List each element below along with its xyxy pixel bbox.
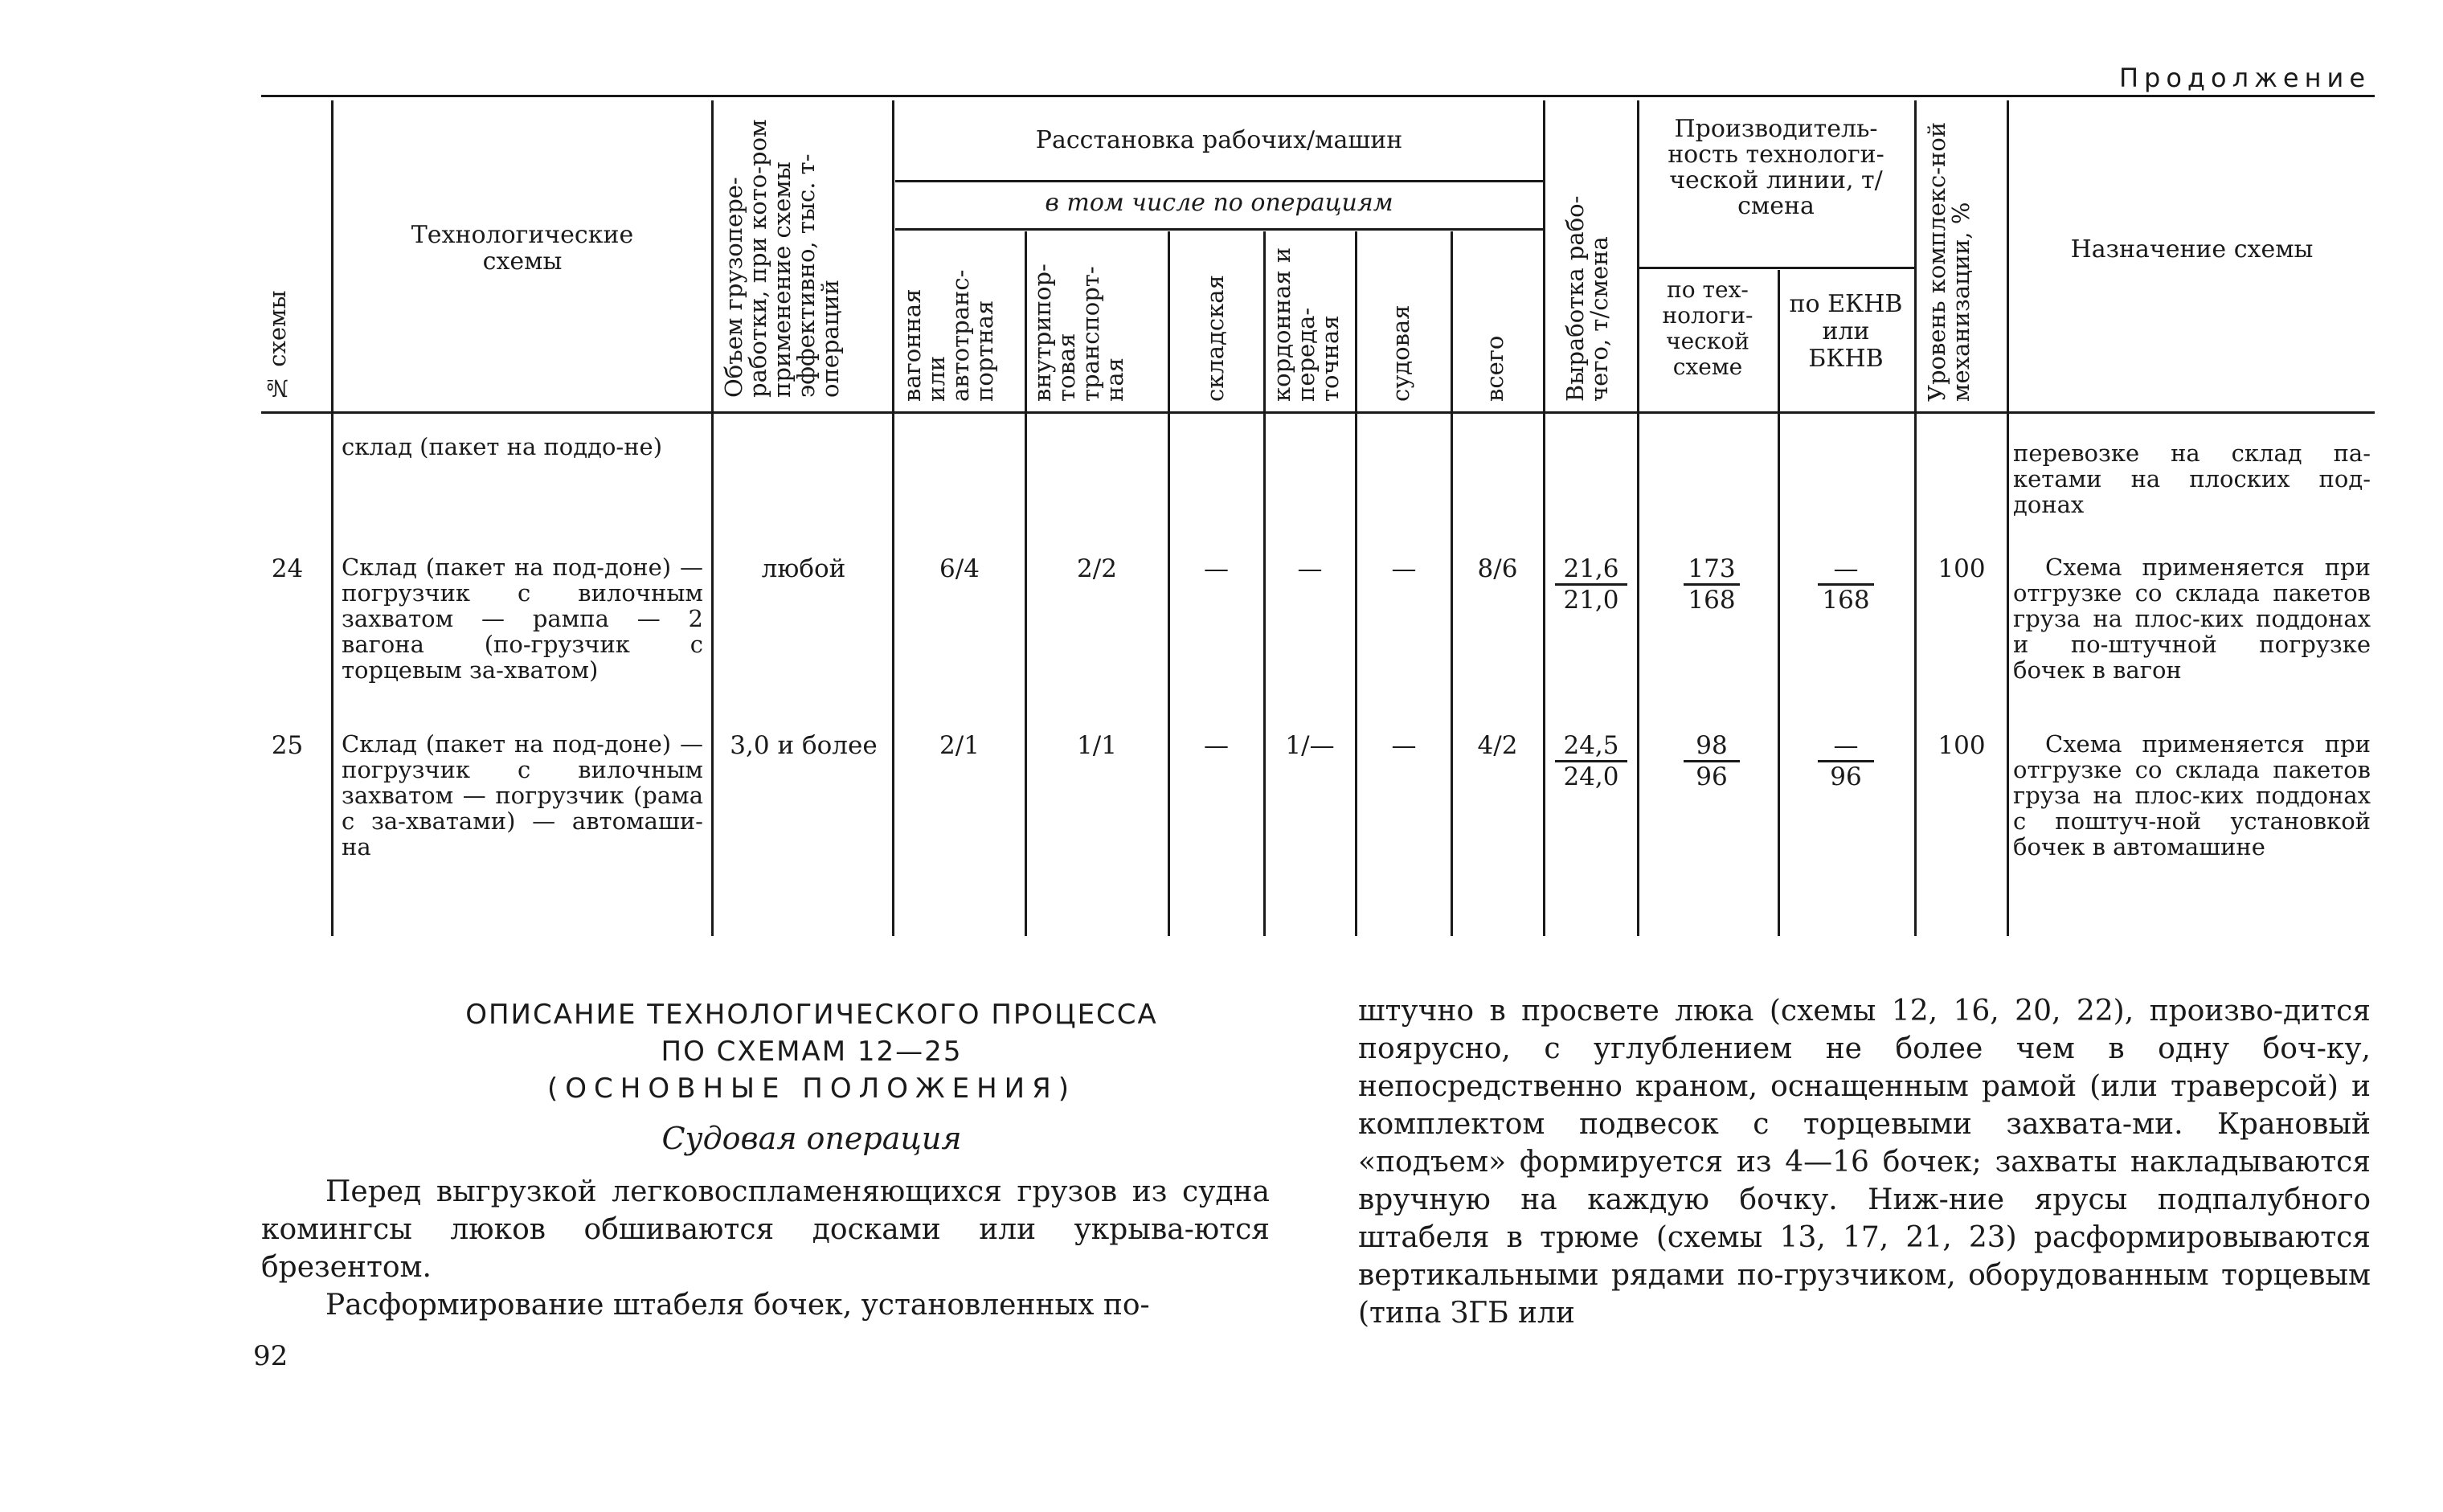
col-rule-4 [1025, 231, 1027, 936]
section-title-line-2: ПО СХЕМАМ 12—25 [661, 1036, 963, 1068]
table-row-24-eknv-top: — [1818, 554, 1874, 586]
table-row-25-volume: 3,0 и более [730, 731, 878, 760]
paragraph-right: штучно в просвете люка (схемы 12, 16, 20, 22), произво-дится поярусно, с углублением не более чем в одну боч-ку, непосредственно краном, оснащенным рамой (или траверсой) и комплектом подвесок с торцевыми захвата-ми. Крановый «подъем» формируется из 4—16 бочек; захваты накладываются вручную на каждую бочку. Ниж-ние ярусы подпалубного штабеля в трюме (схемы 13, 17, 21, 23) расформировываются вертикальными рядами по-грузчиком, оборудованным торцевым (типа ЗГБ или [1358, 995, 2371, 1330]
table-row-24-scheme: Склад (пакет на под-доне) — погрузчик с вилочным захватом — рампа — 2 вагона (по-грузчик с торцевым за-хватом) [342, 554, 703, 684]
table-row-25-mechanization: 100 [1938, 731, 1986, 760]
col-rule-1 [331, 100, 334, 936]
col-rule-9 [1543, 100, 1545, 936]
header-op-warehouse: складская [1201, 275, 1229, 402]
right-column-text [1358, 992, 2371, 1332]
table-row-25-scheme: Склад (пакет на под-доне) — погрузчик с вилочным захватом — погрузчик (рама с за-хватами) — автомаши-на [342, 730, 703, 860]
table-row-24-eknv-bottom: 168 [1822, 586, 1870, 615]
header-volume: Объем грузопере-работки, при кото-ром применение схемы эффективно, тыс. т-операций [720, 119, 844, 398]
table-row-24-output-bottom: 21,0 [1563, 586, 1619, 615]
header-op-total: всего [1481, 335, 1508, 402]
table-row-24-volume: любой [761, 554, 846, 583]
table-row-24-prod-bottom: 168 [1688, 586, 1736, 615]
table-top-rule [261, 95, 2375, 97]
paragraph-2: Расформирование штабеля бочек, установленных по- [325, 1289, 1150, 1322]
header-incl-operations: в том числе по операциям [1045, 189, 1393, 217]
col-rule-7 [1355, 231, 1357, 936]
header-op-wagon: вагонная или автотранс-портная [898, 269, 998, 402]
col-rule-3 [892, 100, 894, 936]
col-rule-10 [1637, 100, 1639, 936]
left-column-text [261, 1173, 1270, 1324]
table-row-25-output-bottom: 24,0 [1563, 762, 1619, 791]
col-rule-11 [1778, 270, 1780, 936]
continuation-label: Продолжение [2118, 63, 2371, 93]
table-row-24-output [1555, 554, 1627, 615]
table-row-24-internal: 2/2 [1077, 554, 1117, 583]
header-technological-schemes: Технологические схемы [411, 221, 634, 276]
col-rule-2 [711, 100, 714, 936]
section-title-line-3: (ОСНОВНЫЕ ПОЛОЖЕНИЯ) [547, 1073, 1076, 1105]
table-row-25-prod-top: 98 [1684, 731, 1740, 762]
table-row-25-warehouse: — [1204, 731, 1229, 760]
page-number: 92 [253, 1340, 288, 1372]
table-row-24-productivity [1684, 554, 1740, 615]
table-row-25-number: 25 [271, 731, 304, 760]
header-op-internal: внутрипор-товая транспорт-ная [1029, 264, 1128, 402]
col-rule-12 [1914, 100, 1917, 936]
table-row-24-ship: — [1391, 554, 1417, 583]
placement-subrule [895, 180, 1543, 182]
col-rule-6 [1263, 231, 1266, 936]
table-row-25-output-top: 24,5 [1555, 731, 1627, 762]
paragraph-1: Перед выгрузкой легковоспламеняющихся грузов из судна комингсы люков обшиваются досками или укрыва-ются брезентом. [261, 1175, 1270, 1284]
table-row-24-wagon: 6/4 [939, 554, 980, 583]
table-row-25-wagon: 2/1 [939, 731, 980, 760]
table-row-24-mechanization: 100 [1938, 554, 1986, 583]
section-title [354, 996, 1270, 1107]
table-row-24-warehouse: — [1204, 554, 1229, 583]
table-row-25-eknv-bottom: 96 [1830, 762, 1862, 791]
section-subtitle: Судовая операция [661, 1121, 962, 1156]
col-rule-13 [2007, 100, 2009, 936]
header-prod-by-scheme: по тех-нологи-ческой схеме [1662, 276, 1753, 380]
table-row-24-prod-top: 173 [1684, 554, 1740, 586]
table-row-24-cordon: — [1297, 554, 1323, 583]
table-row-25-productivity [1684, 731, 1740, 791]
ops-subrule [895, 228, 1543, 231]
table-row-24-number: 24 [271, 554, 304, 583]
table-row-24-eknv [1818, 554, 1874, 615]
header-productivity: Производитель-ность технологи-ческой линии, т/смена [1668, 115, 1884, 220]
table-row-25-cordon: 1/— [1285, 731, 1335, 760]
table-row-0-scheme: склад (пакет на поддо-не) [342, 433, 663, 460]
table-row-24-output-top: 21,6 [1555, 554, 1627, 586]
col-rule-8 [1451, 231, 1453, 936]
section-title-line-1: ОПИСАНИЕ ТЕХНОЛОГИЧЕСКОГО ПРОЦЕССА [465, 999, 1158, 1031]
table-row-24-purpose: Схема применяется при отгрузке со склада пакетов груза на плос-ких поддонах и по-штучной погрузке бочек в вагон [2013, 554, 2371, 684]
table-row-25-purpose: Схема применяется при отгрузке со склада пакетов груза на плос-ких поддонах с поштуч-ной установкой бочек в автомашине [2013, 730, 2371, 860]
productivity-subrule [1639, 267, 1917, 269]
table-row-25-internal: 1/1 [1077, 731, 1117, 760]
table-row-25-ship: — [1391, 731, 1417, 760]
table-row-25-total: 4/2 [1477, 731, 1518, 760]
header-op-ship: судовая [1387, 304, 1414, 402]
header-output: Выработка рабо-чего, т/смена [1561, 195, 1613, 402]
header-mechanization-level: Уровень комплекс-ной механизации, % [1923, 121, 1974, 402]
table-row-25-eknv [1818, 731, 1874, 791]
header-op-cordon: кордонная и переда-точная [1268, 247, 1344, 402]
table-row-25-output [1555, 731, 1627, 791]
header-scheme-number: № схемы [264, 290, 291, 402]
table-row-24-total: 8/6 [1477, 554, 1518, 583]
table-header-bottom-rule [261, 411, 2375, 414]
header-prod-by-eknv: по ЕКНВ или БКНВ [1789, 290, 1903, 373]
table-row-25-prod-bottom: 96 [1696, 762, 1728, 791]
header-purpose: Назначение схемы [2070, 235, 2314, 264]
col-rule-5 [1168, 231, 1170, 936]
table-row-0-purpose: перевозке на склад па-кетами на плоских под-донах [2013, 439, 2371, 518]
header-placement: Расстановка рабочих/машин [1035, 126, 1403, 154]
table-row-25-eknv-top: — [1818, 731, 1874, 762]
